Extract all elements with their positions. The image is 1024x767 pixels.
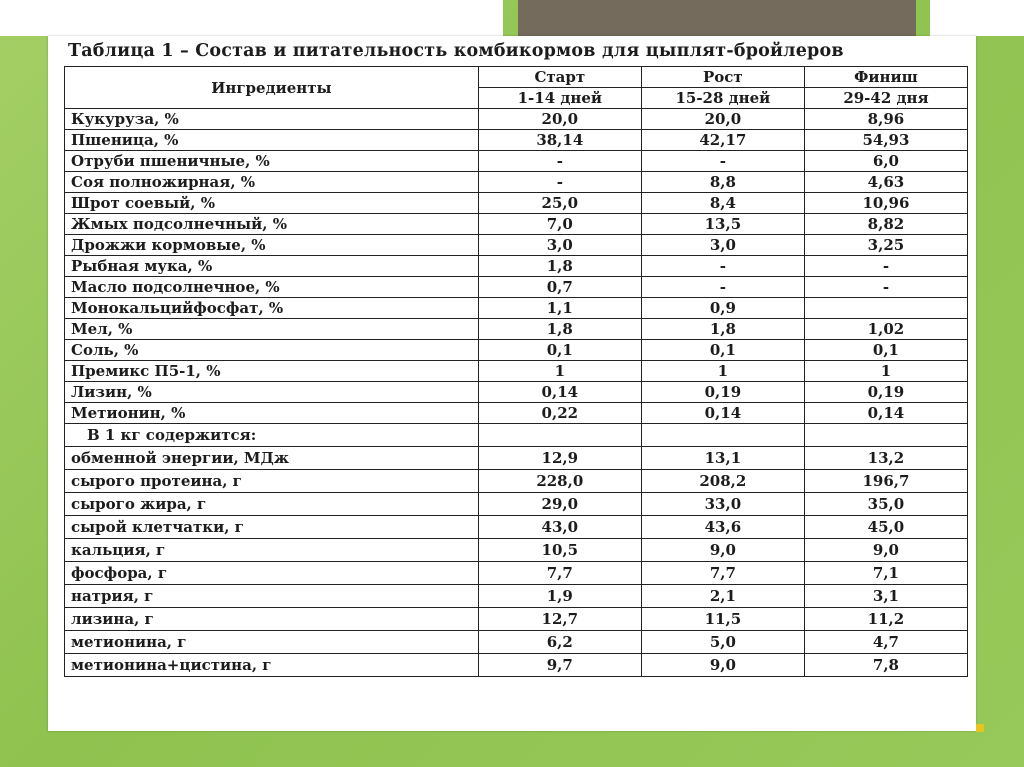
nutrition-row [65,654,968,677]
value-finish [804,298,967,319]
value-growth: 42,17 [641,130,804,151]
value-start: 10,5 [478,539,641,562]
value-finish: 0,1 [804,340,967,361]
value-growth: 11,5 [641,608,804,631]
table-row [65,193,968,214]
nutrient-name: натрия, г [65,585,479,608]
empty-cell [804,424,967,447]
ingredient-name: Масло подсолнечное, % [65,277,479,298]
value-growth: - [641,151,804,172]
value-start: 25,0 [478,193,641,214]
table-row [65,382,968,403]
header-phase-finish: Финиш [804,67,967,88]
header-period-growth: 15-28 дней [641,88,804,109]
nutrition-row [65,447,968,470]
table-row [65,172,968,193]
value-finish: 54,93 [804,130,967,151]
value-finish: 3,1 [804,585,967,608]
value-growth: 13,1 [641,447,804,470]
value-start: - [478,172,641,193]
nutrition-row [65,516,968,539]
value-start: 12,7 [478,608,641,631]
value-start: 1,9 [478,585,641,608]
header-period-finish: 29-42 дня [804,88,967,109]
nutrient-name: фосфора, г [65,562,479,585]
nutrient-name: обменной энергии, МДж [65,447,479,470]
value-growth: 1 [641,361,804,382]
slide-title-bar [518,0,916,36]
table-row [65,151,968,172]
nutrition-row [65,493,968,516]
value-start: 6,2 [478,631,641,654]
value-growth: 3,0 [641,235,804,256]
value-growth: 9,0 [641,654,804,677]
value-start: - [478,151,641,172]
value-start: 1 [478,361,641,382]
nutrient-name: сырого жира, г [65,493,479,516]
ingredient-name: Пшеница, % [65,130,479,151]
value-finish: 45,0 [804,516,967,539]
value-start: 7,0 [478,214,641,235]
table-row [65,403,968,424]
value-finish: 3,25 [804,235,967,256]
value-start: 1,8 [478,319,641,340]
value-finish: 0,19 [804,382,967,403]
header-ingredients: Ингредиенты [65,67,479,109]
nutrition-row [65,562,968,585]
ingredient-name: Метионин, % [65,403,479,424]
table-caption: Таблица 1 – Состав и питательность комбикормов для цыплят-бройлеров [68,41,844,61]
header-phase-start: Старт [478,67,641,88]
value-growth: 7,7 [641,562,804,585]
ingredient-name: Премикс П5-1, % [65,361,479,382]
value-start: 7,7 [478,562,641,585]
value-start: 43,0 [478,516,641,539]
value-finish: 35,0 [804,493,967,516]
value-finish: 4,7 [804,631,967,654]
slide-decor-top-left [0,0,503,36]
value-growth: 1,8 [641,319,804,340]
value-finish: 4,63 [804,172,967,193]
ingredient-name: Отруби пшеничные, % [65,151,479,172]
ingredient-name: Монокальцийфосфат, % [65,298,479,319]
nutrition-row [65,608,968,631]
value-start: 1,8 [478,256,641,277]
nutrition-row [65,470,968,493]
value-growth: - [641,277,804,298]
value-growth: 13,5 [641,214,804,235]
table-row [65,298,968,319]
value-growth: 0,9 [641,298,804,319]
slide-decor-top-right [930,0,1024,36]
value-finish: 0,14 [804,403,967,424]
slide-accent-square [976,724,984,732]
table-row [65,361,968,382]
table-header [65,67,968,109]
value-growth: 0,19 [641,382,804,403]
value-finish: 196,7 [804,470,967,493]
value-start: 0,14 [478,382,641,403]
value-start: 1,1 [478,298,641,319]
value-start: 9,7 [478,654,641,677]
header-phase-growth: Рост [641,67,804,88]
value-growth: 208,2 [641,470,804,493]
ingredient-name: Кукуруза, % [65,109,479,130]
value-finish: 7,8 [804,654,967,677]
value-finish: - [804,277,967,298]
table-row [65,340,968,361]
nutrient-name: сырой клетчатки, г [65,516,479,539]
nutrition-row [65,539,968,562]
ingredient-name: Мел, % [65,319,479,340]
value-growth: 20,0 [641,109,804,130]
ingredient-name: Лизин, % [65,382,479,403]
empty-cell [641,424,804,447]
value-finish: 1,02 [804,319,967,340]
value-growth: 33,0 [641,493,804,516]
value-start: 20,0 [478,109,641,130]
nutrition-rows [65,424,968,677]
value-growth: 2,1 [641,585,804,608]
value-growth: 5,0 [641,631,804,654]
empty-cell [478,424,641,447]
value-start: 0,1 [478,340,641,361]
value-growth: 9,0 [641,539,804,562]
value-growth: 43,6 [641,516,804,539]
value-growth: 0,14 [641,403,804,424]
value-finish: 11,2 [804,608,967,631]
value-start: 0,7 [478,277,641,298]
ingredient-name: Дрожжи кормовые, % [65,235,479,256]
table-row [65,235,968,256]
value-growth: 0,1 [641,340,804,361]
document-page [48,36,976,731]
ingredient-name: Рыбная мука, % [65,256,479,277]
value-finish: 6,0 [804,151,967,172]
value-start: 0,22 [478,403,641,424]
nutrition-heading-row [65,424,968,447]
value-growth: 8,4 [641,193,804,214]
value-finish: 8,96 [804,109,967,130]
value-finish: 13,2 [804,447,967,470]
ingredient-name: Жмых подсолнечный, % [65,214,479,235]
value-start: 228,0 [478,470,641,493]
table-row [65,256,968,277]
nutrition-row [65,585,968,608]
nutrient-name: метионина, г [65,631,479,654]
value-growth: - [641,256,804,277]
ingredient-name: Шрот соевый, % [65,193,479,214]
table-row [65,319,968,340]
nutrient-name: сырого протеина, г [65,470,479,493]
value-start: 3,0 [478,235,641,256]
value-growth: 8,8 [641,172,804,193]
value-finish: 10,96 [804,193,967,214]
header-period-start: 1-14 дней [478,88,641,109]
value-finish: 8,82 [804,214,967,235]
table-row [65,130,968,151]
value-finish: 9,0 [804,539,967,562]
value-start: 12,9 [478,447,641,470]
nutrient-name: метионина+цистина, г [65,654,479,677]
ingredient-name: Соя полножирная, % [65,172,479,193]
feed-composition-table [64,66,968,677]
value-finish: - [804,256,967,277]
nutrition-row [65,631,968,654]
value-start: 29,0 [478,493,641,516]
table-row [65,277,968,298]
table-row [65,214,968,235]
ingredient-rows [65,109,968,424]
value-finish: 7,1 [804,562,967,585]
table-row [65,109,968,130]
nutrition-heading: В 1 кг содержится: [65,424,479,447]
value-finish: 1 [804,361,967,382]
nutrient-name: кальция, г [65,539,479,562]
nutrient-name: лизина, г [65,608,479,631]
ingredient-name: Соль, % [65,340,479,361]
value-start: 38,14 [478,130,641,151]
